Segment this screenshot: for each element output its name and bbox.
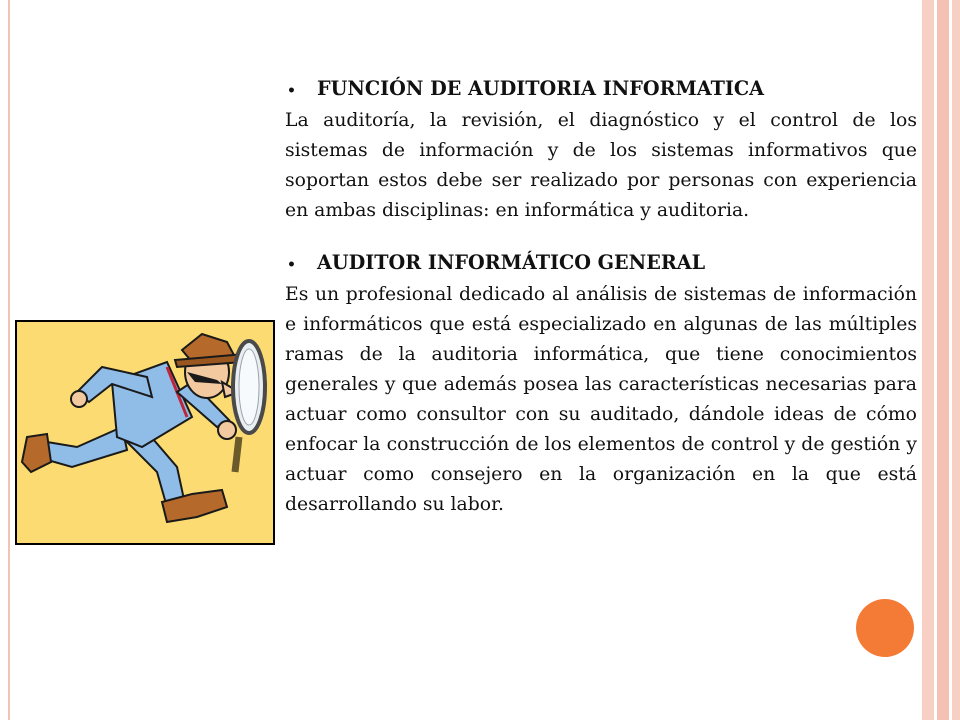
heading-text: FUNCIÓN DE AUDITORIA INFORMATICA bbox=[317, 77, 765, 100]
orange-circle-decoration bbox=[856, 599, 914, 657]
left-border-line bbox=[8, 0, 10, 720]
bullet-icon: • bbox=[287, 83, 296, 99]
section-heading-funcion bbox=[285, 74, 917, 106]
paragraph-funcion: La auditoría, la revisión, el diagnóstico y el control de los sistemas de información y de los sistemas informativos que soportan estos debe ser realizado por personas con experiencia en ambas disciplinas: en informática y auditoria. bbox=[285, 110, 917, 221]
slide-content bbox=[285, 74, 917, 520]
right-decorative-stripes bbox=[920, 0, 960, 720]
section-heading-auditor bbox=[285, 248, 917, 280]
paragraph-auditor: Es un profesional dedicado al análisis de sistemas de información e informáticos que está especializado en algunas de las múltiples ramas de la auditoria informática, que tiene conocimientos generales y que además posea las características necesarias para actuar como consultor con su auditado, dándole ideas de cómo enfocar la construcción de los elementos de control y de gestión y actuar como consejero en la organización en la que está desarrollando su labor. bbox=[285, 284, 917, 515]
detective-magnifier-clipart bbox=[15, 320, 275, 545]
bullet-icon: • bbox=[287, 257, 296, 273]
heading-text: AUDITOR INFORMÁTICO GENERAL bbox=[317, 251, 706, 274]
